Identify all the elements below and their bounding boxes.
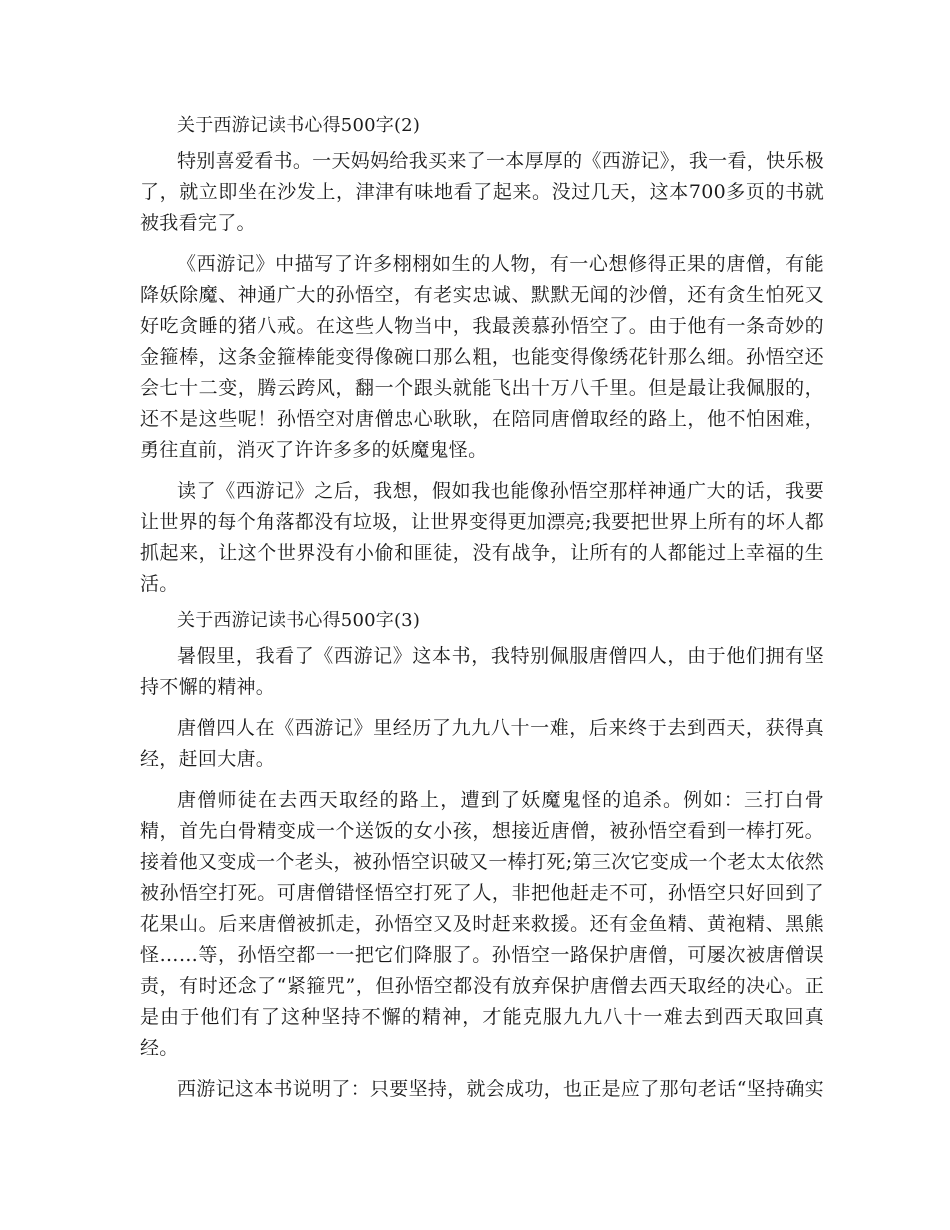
paragraph: 《西游记》中描写了许多栩栩如生的人物，有一心想修得正果的唐僧，有能降妖除魔、神通广大的孙悟空，有老实忠诚、默默无闻的沙僧，还有贪生怕死又好吃贪睡的猪八戒。在这些人物当中，我最羡慕孙悟空了。由于他有一条奇妙的金箍棒，这条金箍棒能变得像碗口那么粗，也能变得像绣花针那么细。孙悟空还会七十二变，腾云跨风，翻一个跟头就能飞出十万八千里。但是最让我佩服的，还不是这些呢！孙悟空对唐僧忠心耿耿，在陪同唐僧取经的路上，他不怕困难，勇往直前，消灭了许许多多的妖魔鬼怪。 — [140, 253, 824, 461]
paragraph: 西游记这本书说明了：只要坚持，就会成功，也正是应了那句老话“坚持确实 — [177, 1078, 824, 1100]
paragraph: 暑假里，我看了《西游记》这本书，我特别佩服唐僧四人，由于他们拥有坚持不懈的精神。 — [140, 645, 824, 698]
section-heading-2: 关于西游记读书心得500字(2) — [177, 115, 421, 136]
paragraph: 读了《西游记》之后，我想，假如我也能像孙悟空那样神通广大的话，我要让世界的每个角落都没有垃圾，让世界变得更加漂亮;我要把世界上所有的坏人都抓起来，让这个世界没有小偷和匪徒，没有战争，让所有的人都能过上幸福的生活。 — [140, 480, 824, 595]
section-heading-3: 关于西游记读书心得500字(3) — [177, 610, 421, 631]
document-body — [140, 110, 824, 1105]
paragraph: 特别喜爱看书。一天妈妈给我买来了一本厚厚的《西游记》，我一看，快乐极了，就立即坐在沙发上，津津有味地看了起来。没过几天，这本700多页的书就被我看完了。 — [140, 150, 824, 234]
paragraph: 唐僧师徒在去西天取经的路上，遭到了妖魔鬼怪的追杀。例如：三打白骨精，首先白骨精变成一个送饭的女小孩，想接近唐僧，被孙悟空看到一棒打死。接着他又变成一个老头，被孙悟空识破又一棒打死;第三次它变成一个老太太依然被孙悟空打死。可唐僧错怪悟空打死了人，非把他赶走不可，孙悟空只好回到了花果山。后来唐僧被抓走，孙悟空又及时赶来救援。还有金鱼精、黄袍精、黑熊怪……等，孙悟空都一一把它们降服了。孙悟空一路保护唐僧，可屡次被唐僧误责，有时还念了“紧箍咒”，但孙悟空都没有放弃保护唐僧去西天取经的决心。正是由于他们有了这种坚持不懈的精神，才能克服九九八十一难去到西天取回真经。 — [140, 789, 824, 1059]
paragraph: 唐僧四人在《西游记》里经历了九九八十一难，后来终于去到西天，获得真经，赶回大唐。 — [140, 717, 824, 770]
